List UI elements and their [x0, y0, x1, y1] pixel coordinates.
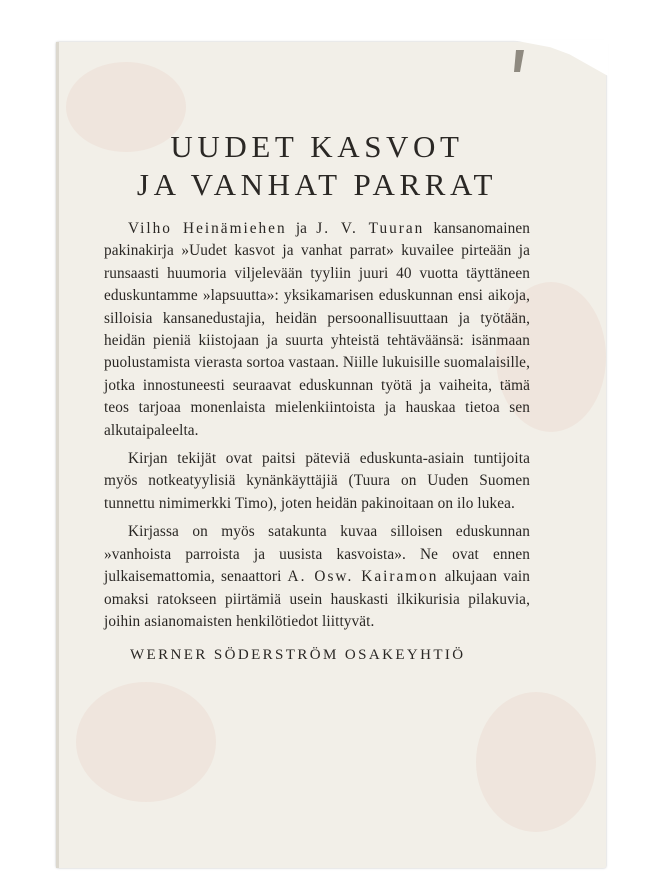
- author-joiner: ja: [286, 220, 317, 237]
- paragraph-1-body: kansanomainen pakinakirja »Uudet kasvot ja vanhat parrat» kuvailee pirteään ja runsaasti huumoria viljelevään tyyliin juuri 40 vuotta täyttäneen eduskuntamme »lapsuutta»: yksikamarisen eduskunnan ensi aikoja, silloisia kansanedustajia, heidän persoonallisuuttaan ja työtään, heidän pieniä kiistojaan ja suurta yhteistä tehtäväänsä: isänmaan puolustamista vierasta sortoa vastaan. Niille lukuisille suomalaisille, jotka innostuneesti seuraavat eduskunnan työtä ja vaiheita, tämä teos tarjoaa monenlaista mielenkiintoista ja hauskaa tietoa sen alkutaipaleelta.: [104, 220, 530, 439]
- author-name-1: Vilho Heinämiehen: [128, 220, 287, 237]
- description-paragraph-1: [104, 218, 530, 442]
- paragraph-3-start: Kirjassa on myös satakunta kuvaa silloisen eduskunnan »vanhoista parroista ja uusista kasvoista». Ne ovat ennen julkaisemattomia, senaattori: [104, 523, 530, 586]
- description-paragraph-2: Kirjan tekijät ovat paitsi päteviä eduskunta-asiain tuntijoita myös notkeatyylisiä kynänkäyttäjiä (Tuura on Uuden Suomen tunnettu nimimerkki Timo), joten heidän pakinoitaan on ilo lukea.: [104, 450, 530, 512]
- author-name-2: J. V. Tuuran: [316, 220, 425, 237]
- torn-corner-shadow: [514, 50, 524, 72]
- publisher-name: WERNER SÖDERSTRÖM OSAKEYHTIÖ: [130, 647, 466, 664]
- torn-corner: [512, 40, 608, 76]
- paragraph-3-end: alkujaan vain omaksi ratokseen piirtämiä usein hauskasti ilkikurisia pilakuvia, joihin asianomaisten henkilötiedot liittyvät.: [104, 568, 531, 630]
- cover-text: [104, 128, 530, 664]
- title-line-2: JA VANHAT PARRAT: [136, 167, 498, 202]
- title-line-1: UUDET KASVOT: [170, 129, 464, 164]
- book-title: [104, 128, 530, 204]
- cover-spine-edge: [56, 42, 59, 868]
- illustrator-name: A. Osw. Kairamon: [287, 568, 439, 586]
- description-paragraph-3: [104, 521, 530, 633]
- paper-stain: [476, 692, 596, 832]
- paper-stain: [76, 682, 216, 802]
